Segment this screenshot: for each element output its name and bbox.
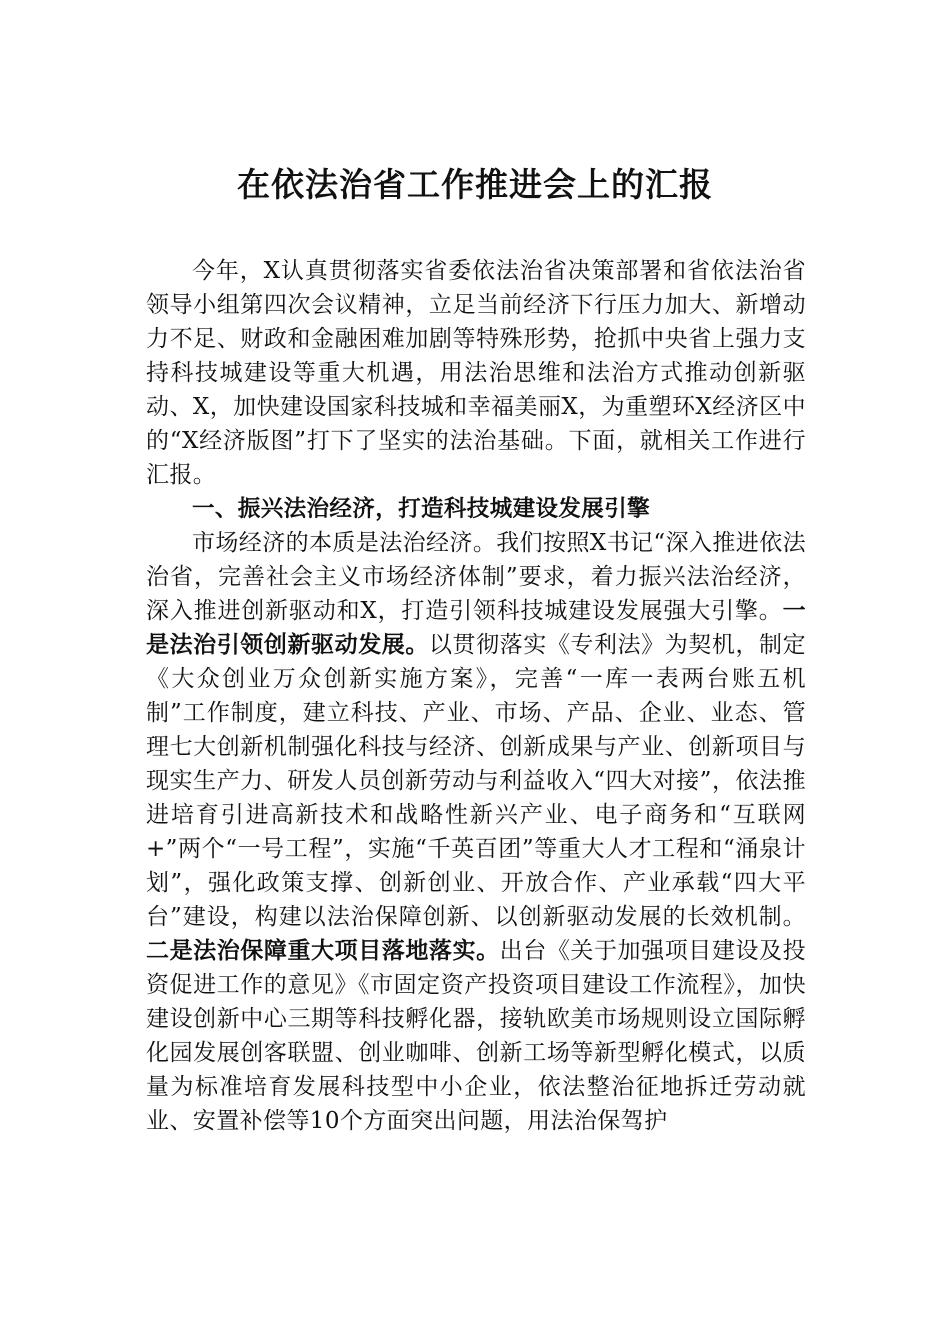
point-2-title: 二是法治保障重大项目落地落实。 (146, 937, 500, 964)
section-heading-1: 一、振兴法治经济，打造科技城建设发展引擎 (192, 496, 651, 522)
point-1-text: 以贯彻落实《专利法》为契机，制定《大众创业万众创新实施方案》，完善“一库一表两台账五机制”工作制度，建立科技、产业、市场、产品、企业、业态、管理七大创新机制强化科技与经济、创新成果与产业、创新项目与现实生产力、研发人员创新劳动与利益收入“四大对接”，依法推进培育引进高新技术和战略性新兴产业、电子商务和“互联网+”两个“一号工程”，实施“千英百团”等重大人才工程和“涌泉计划”，强化政策支撑、创新创业、开放合作、产业承载“四大平台”建设，构建以法治保障创新、以创新驱动发展的长效机制。 (146, 632, 806, 930)
intro-paragraph: 今年，X认真贯彻落实省委依法治省决策部署和省依法治省领导小组第四次会议精神，立足当前经济下行压力加大、新增动力不足、财政和金融困难加剧等特殊形势，抢抓中央省上强力支持科技城建设等重大机遇，用法治思维和法治方式推动创新驱动、X，加快建设国家科技城和幸福美丽X，为重塑环X经济区中的“X经济版图”打下了坚实的法治基础。下面，就相关工作进行汇报。 (146, 258, 806, 488)
point-1-title: 一是法治引领创新驱动发展。 (146, 597, 806, 658)
document-title: 在依法治省工作推进会上的汇报 (237, 165, 713, 204)
section-1-paragraph (146, 526, 806, 1138)
section-1-intro-text: 市场经济的本质是法治经济。我们按照X书记“深入推进依法治省，完善社会主义市场经济体制”要求，着力振兴法治经济，深入推进创新驱动和X，打造引领科技城建设发展强大引擎。 (146, 530, 806, 624)
document-body (146, 254, 806, 1138)
point-2-text: 出台《关于加强项目建设及投资促进工作的意见》《市固定资产投资项目建设工作流程》，加快建设创新中心三期等科技孵化器，接轨欧美市场规则设立国际孵化园发展创客联盟、创业咖啡、创新工场等新型孵化模式，以质量为标准培育发展科技型中小企业，依法整治征地拆迁劳动就业、安置补偿等10个方面突出问题，用法治保驾护 (146, 938, 807, 1134)
